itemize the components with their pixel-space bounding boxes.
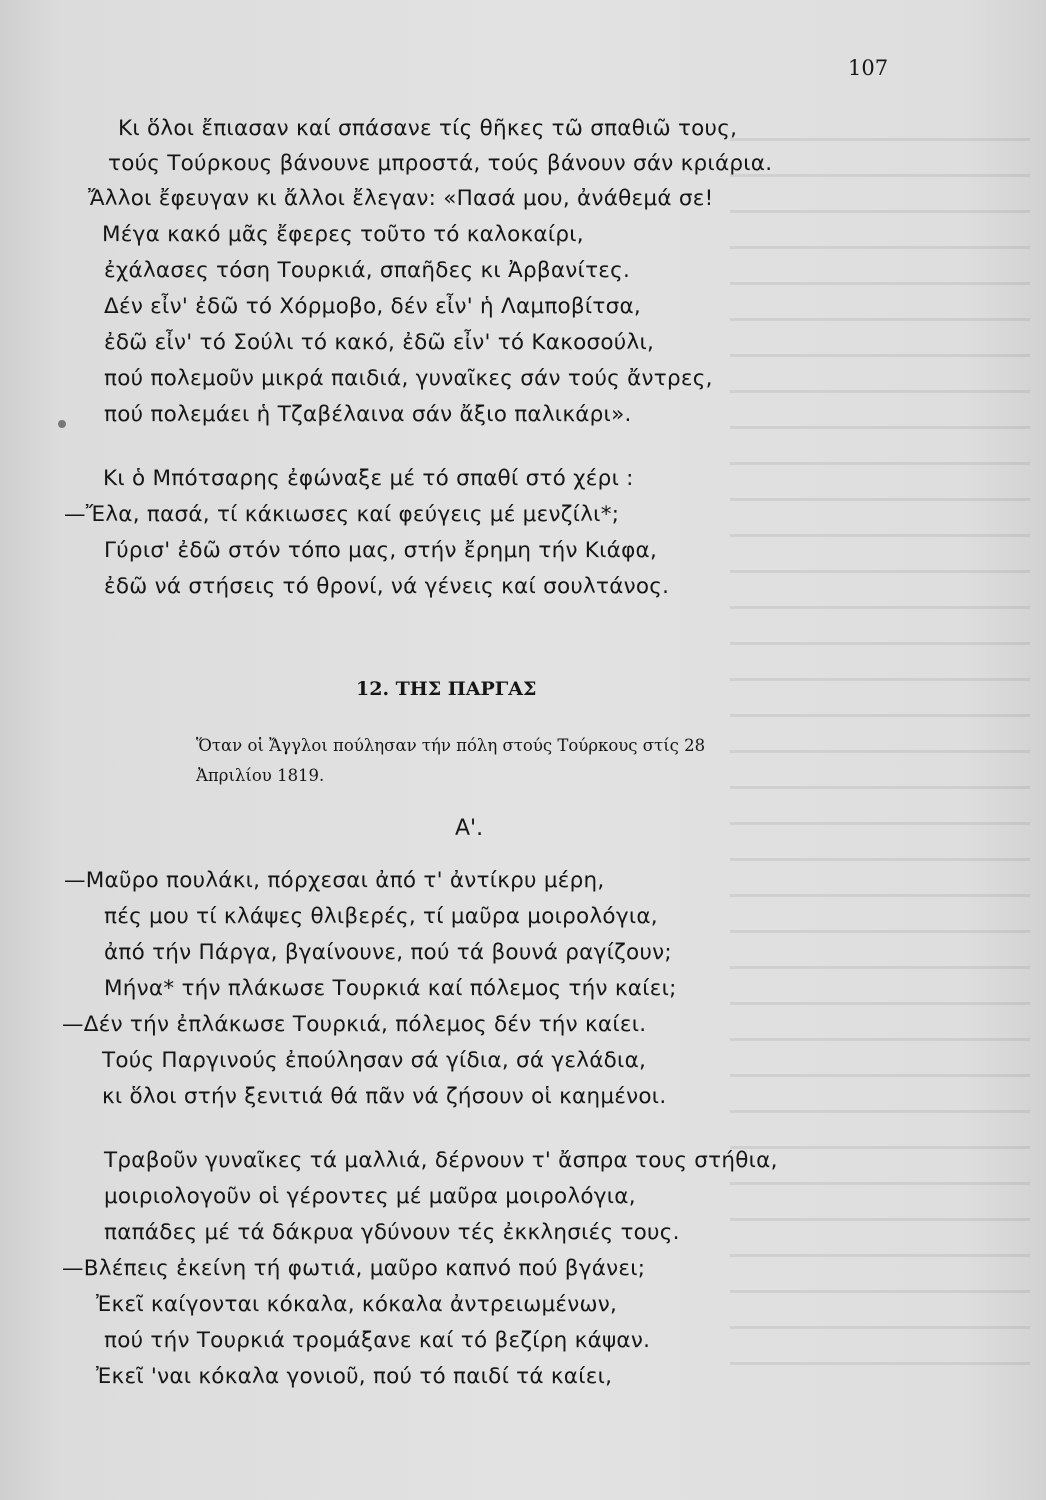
verse-line: Τραβοῦν γυναῖκες τά μαλλιά, δέρνουν τ' ἄσπρα τους στήθια, [104, 1148, 778, 1173]
verse-line: Μέγα κακό μᾶς ἔφερες τοῦτο τό καλοκαίρι, [102, 222, 584, 247]
verse-line: ἐδῶ νά στήσεις τό θρονί, νά γένεις καί σουλτάνος. [104, 574, 670, 599]
verse-line: —Δέν τήν ἐπλάκωσε Τουρκιά, πόλεμος δέν τήν καίει. [62, 1012, 647, 1037]
verse-line: ἐδῶ εἶν' τό Σούλι τό κακό, ἐδῶ εἶν' τό Κακοσούλι, [104, 330, 655, 355]
verse-line: πού τήν Τουρκιά τρομάξανε καί τό βεζίρη κάψαν. [104, 1328, 651, 1353]
verse-line: πές μου τί κλάψες θλιβερές, τί μαῦρα μοιρολόγια, [104, 904, 658, 929]
page-number: 107 [848, 56, 889, 80]
verse-line: Ἐκεῖ 'ναι κόκαλα γονιοῦ, πού τό παιδί τά καίει, [96, 1364, 613, 1389]
verse-line: —Μαῦρο πουλάκι, πόρχεσαι ἀπό τ' ἀντίκρυ μέρη, [64, 868, 605, 893]
editorial-note: Ὅταν οἱ Ἄγγλοι πούλησαν τήν πόλη στούς Τούρκους στίς 28 [196, 736, 706, 755]
part-marker: Α'. [455, 816, 484, 841]
verse-line: τούς Τούρκους βάνουνε μπροστά, τούς βάνουν σάν κριάρια. [108, 151, 773, 176]
verse-line: παπάδες μέ τά δάκρυα γδύνουν τές ἐκκλησιές τους. [104, 1220, 680, 1245]
margin-dot [58, 420, 66, 428]
verse-line: —Βλέπεις ἐκείνη τή φωτιά, μαῦρο καπνό πού βγάνει; [62, 1256, 646, 1281]
verse-line: —Ἔλα, πασά, τί κάκιωσες καί φεύγεις μέ μενζίλι*; [64, 502, 620, 527]
verse-line: Τούς Παργινούς ἐπούλησαν σά γίδια, σά γελάδια, [102, 1048, 647, 1073]
verse-line: πού πολεμάει ἡ Τζαβέλαινα σάν ἄξιο παλικάρι». [104, 402, 632, 427]
section-title: 12. ΤΗΣ ΠΑΡΓΑΣ [356, 678, 537, 700]
verse-line: ἀπό τήν Πάργα, βγαίνουνε, πού τά βουνά ραγίζουν; [104, 940, 672, 965]
verse-line: Δέν εἶν' ἐδῶ τό Χόρμοβο, δέν εἶν' ἡ Λαμποβίτσα, [104, 294, 641, 319]
editorial-note: Ἀπριλίου 1819. [196, 766, 325, 785]
verse-line: Ἄλλοι ἔφευγαν κι ἄλλοι ἔλεγαν: «Πασά μου, ἀνάθεμά σε! [88, 186, 714, 211]
verse-line: πού πολεμοῦν μικρά παιδιά, γυναῖκες σάν τούς ἄντρες, [104, 366, 713, 391]
verse-line: Ἐκεῖ καίγονται κόκαλα, κόκαλα ἀντρειωμένων, [96, 1292, 618, 1317]
verse-line: ἐχάλασες τόση Τουρκιά, σπαῆδες κι Ἀρβανίτες. [104, 258, 631, 283]
bleed-through-text [730, 110, 1030, 1380]
verse-line: μοιριολογοῦν οἱ γέροντες μέ μαῦρα μοιρολόγια, [104, 1184, 636, 1209]
verse-line: Κι ὁ Μπότσαρης ἐφώναξε μέ τό σπαθί στό χέρι : [103, 466, 634, 491]
verse-line: Μήνα* τήν πλάκωσε Τουρκιά καί πόλεμος τήν καίει; [104, 976, 677, 1001]
verse-line: κι ὅλοι στήν ξενιτιά θά πᾶν νά ζήσουν οἱ καημένοι. [102, 1084, 667, 1109]
verse-line: Κι ὅλοι ἔπιασαν καί σπάσανε τίς θῆκες τῶ σπαθιῶ τους, [118, 116, 738, 141]
verse-line: Γύρισ' ἐδῶ στόν τόπο μας, στήν ἔρημη τήν Κιάφα, [104, 538, 658, 563]
